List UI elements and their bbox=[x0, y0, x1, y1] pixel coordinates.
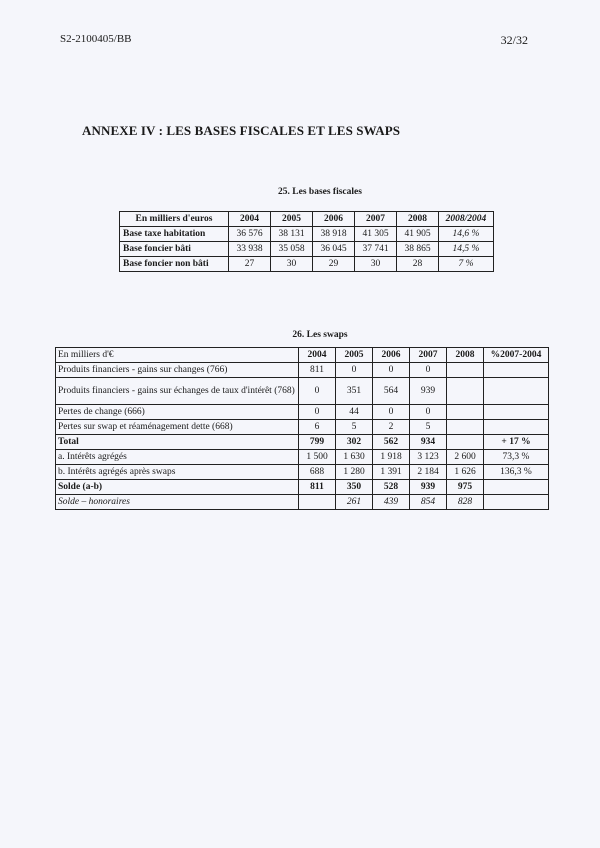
table-cell: 14,5 % bbox=[439, 242, 494, 257]
table-cell: 1 500 bbox=[299, 450, 336, 465]
table-cell: 29 bbox=[313, 257, 355, 272]
table-cell: 350 bbox=[336, 480, 373, 495]
row-label: Produits financiers - gains sur changes (766) bbox=[56, 363, 299, 378]
table-cell: 1 630 bbox=[336, 450, 373, 465]
table-cell: 351 bbox=[336, 378, 373, 405]
table-cell: 1 626 bbox=[447, 465, 484, 480]
table-cell: 934 bbox=[410, 435, 447, 450]
table-cell: + 17 % bbox=[484, 435, 549, 450]
table-cell: 0 bbox=[373, 363, 410, 378]
row-label: Solde – honoraires bbox=[56, 495, 299, 510]
row-label: Base foncier bâti bbox=[120, 242, 229, 257]
row-label: b. Intérêts agrégés après swaps bbox=[56, 465, 299, 480]
table-cell: 36 045 bbox=[313, 242, 355, 257]
table-cell: 30 bbox=[355, 257, 397, 272]
table-cell: 14,6 % bbox=[439, 227, 494, 242]
table1-caption: 25. Les bases fiscales bbox=[278, 187, 362, 197]
table-row-total bbox=[56, 435, 549, 450]
table-cell bbox=[299, 495, 336, 510]
header-cell: 2004 bbox=[229, 212, 271, 227]
table-cell: 5 bbox=[336, 420, 373, 435]
table-cell bbox=[484, 480, 549, 495]
table-cell: 2 600 bbox=[447, 450, 484, 465]
table-row bbox=[56, 495, 549, 510]
row-label: Produits financiers - gains sur échanges de taux d'intérêt (768) bbox=[56, 378, 299, 405]
table-cell: 811 bbox=[299, 363, 336, 378]
swaps-table bbox=[55, 347, 549, 510]
table-cell bbox=[484, 363, 549, 378]
document-reference: S2-2100405/BB bbox=[60, 33, 132, 45]
header-cell: 2008 bbox=[447, 348, 484, 363]
header-cell: 2008/2004 bbox=[439, 212, 494, 227]
table-row bbox=[120, 227, 494, 242]
row-label: Solde (a-b) bbox=[56, 480, 299, 495]
table-header-row bbox=[56, 348, 549, 363]
page-number: 32/32 bbox=[500, 33, 528, 47]
table-row bbox=[56, 363, 549, 378]
table-cell bbox=[484, 420, 549, 435]
table-cell: 562 bbox=[373, 435, 410, 450]
table-cell: 0 bbox=[410, 363, 447, 378]
table-cell: 688 bbox=[299, 465, 336, 480]
table-row bbox=[56, 420, 549, 435]
table-row bbox=[120, 257, 494, 272]
table-cell: 439 bbox=[373, 495, 410, 510]
table-cell: 1 391 bbox=[373, 465, 410, 480]
table-cell: 975 bbox=[447, 480, 484, 495]
table-cell: 0 bbox=[336, 363, 373, 378]
table-cell bbox=[447, 420, 484, 435]
table-cell: 302 bbox=[336, 435, 373, 450]
table-cell: 0 bbox=[373, 405, 410, 420]
table-cell: 1 918 bbox=[373, 450, 410, 465]
table-row-balance bbox=[56, 480, 549, 495]
table-row bbox=[56, 405, 549, 420]
table-cell: 6 bbox=[299, 420, 336, 435]
table-cell: 528 bbox=[373, 480, 410, 495]
table-cell: 7 % bbox=[439, 257, 494, 272]
table-cell: 41 905 bbox=[397, 227, 439, 242]
table-cell: 136,3 % bbox=[484, 465, 549, 480]
table-cell: 939 bbox=[410, 378, 447, 405]
table-cell: 35 058 bbox=[271, 242, 313, 257]
table-cell: 37 741 bbox=[355, 242, 397, 257]
header-cell: 2005 bbox=[336, 348, 373, 363]
table-cell: 30 bbox=[271, 257, 313, 272]
table-cell: 36 576 bbox=[229, 227, 271, 242]
table-cell: 44 bbox=[336, 405, 373, 420]
table-cell: 73,3 % bbox=[484, 450, 549, 465]
table-header-row bbox=[120, 212, 494, 227]
table-cell: 0 bbox=[299, 405, 336, 420]
header-cell: 2007 bbox=[355, 212, 397, 227]
table-cell: 261 bbox=[336, 495, 373, 510]
header-cell: 2004 bbox=[299, 348, 336, 363]
header-cell: 2008 bbox=[397, 212, 439, 227]
table-cell: 3 123 bbox=[410, 450, 447, 465]
table-cell: 811 bbox=[299, 480, 336, 495]
table-cell: 799 bbox=[299, 435, 336, 450]
table-cell bbox=[447, 405, 484, 420]
row-label: Pertes de change (666) bbox=[56, 405, 299, 420]
table-cell: 939 bbox=[410, 480, 447, 495]
table-row bbox=[56, 450, 549, 465]
table-row bbox=[56, 378, 549, 405]
header-cell: 2005 bbox=[271, 212, 313, 227]
table-cell bbox=[447, 435, 484, 450]
table-cell: 854 bbox=[410, 495, 447, 510]
table-cell bbox=[484, 405, 549, 420]
table-cell: 38 865 bbox=[397, 242, 439, 257]
table-cell: 1 280 bbox=[336, 465, 373, 480]
table-cell: 564 bbox=[373, 378, 410, 405]
table-cell: 2 bbox=[373, 420, 410, 435]
header-cell: 2007 bbox=[410, 348, 447, 363]
table-cell: 2 184 bbox=[410, 465, 447, 480]
row-label: Total bbox=[56, 435, 299, 450]
table-cell: 41 305 bbox=[355, 227, 397, 242]
header-cell: 2006 bbox=[313, 212, 355, 227]
table-cell bbox=[447, 378, 484, 405]
annex-title: ANNEXE IV : LES BASES FISCALES ET LES SWAPS bbox=[82, 123, 401, 138]
table-cell: 28 bbox=[397, 257, 439, 272]
table-cell: 27 bbox=[229, 257, 271, 272]
table-row bbox=[56, 465, 549, 480]
table-cell: 0 bbox=[410, 405, 447, 420]
row-label: a. Intérêts agrégés bbox=[56, 450, 299, 465]
table-cell: 38 918 bbox=[313, 227, 355, 242]
row-label: Base taxe habitation bbox=[120, 227, 229, 242]
table-cell: 5 bbox=[410, 420, 447, 435]
table-row bbox=[120, 242, 494, 257]
table-cell bbox=[484, 495, 549, 510]
tax-bases-table bbox=[119, 211, 494, 272]
table-cell bbox=[447, 363, 484, 378]
table-cell: 0 bbox=[299, 378, 336, 405]
header-cell: %2007-2004 bbox=[484, 348, 549, 363]
table-cell: 33 938 bbox=[229, 242, 271, 257]
row-label: Base foncier non bâti bbox=[120, 257, 229, 272]
header-cell: 2006 bbox=[373, 348, 410, 363]
row-label: Pertes sur swap et réaménagement dette (668) bbox=[56, 420, 299, 435]
header-cell: En milliers d'€ bbox=[56, 348, 299, 363]
table-cell: 828 bbox=[447, 495, 484, 510]
header-cell: En milliers d'euros bbox=[120, 212, 229, 227]
table-cell: 38 131 bbox=[271, 227, 313, 242]
table-cell bbox=[484, 378, 549, 405]
table2-caption: 26. Les swaps bbox=[292, 330, 348, 340]
